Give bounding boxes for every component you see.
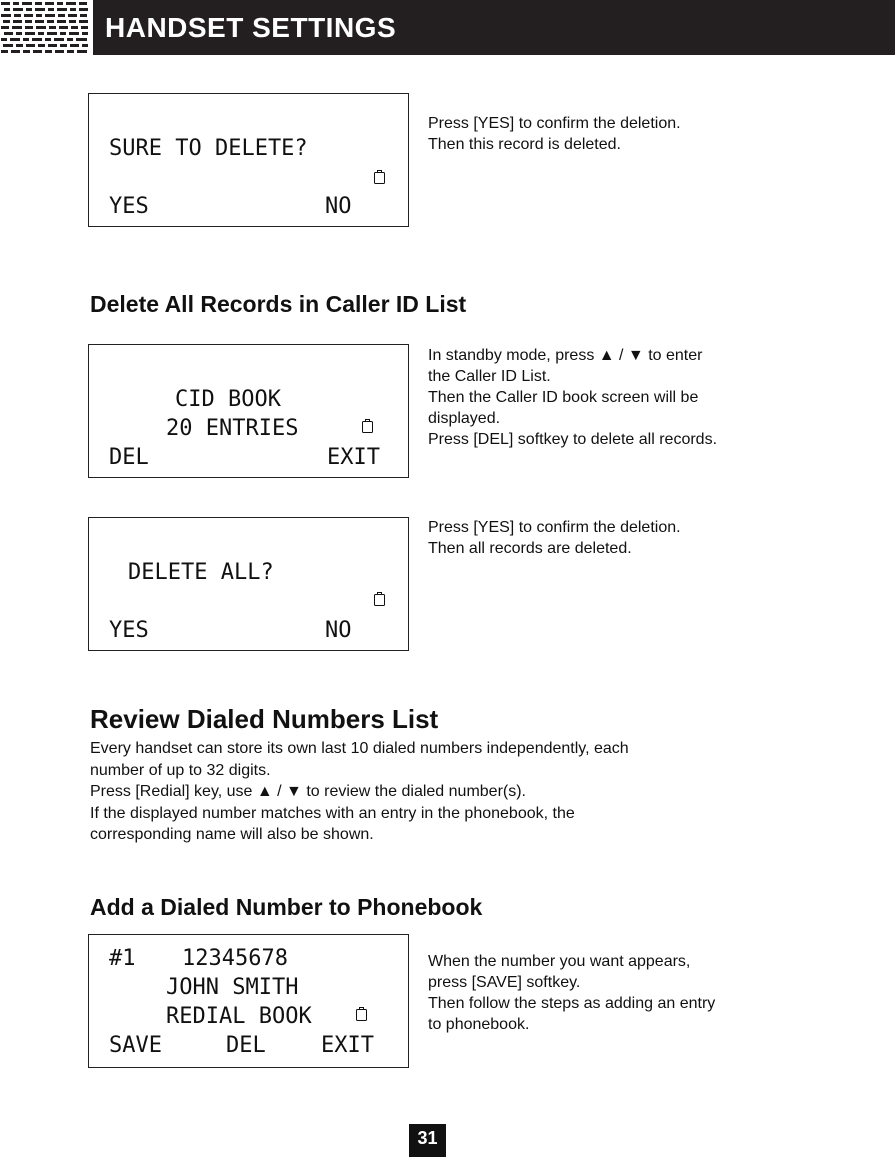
battery-icon: [362, 419, 373, 433]
lcd-line: CID BOOK: [175, 387, 281, 412]
lcd-number: 12345678: [182, 946, 288, 971]
header-bar: [93, 0, 895, 55]
review-body-text: Every handset can store its own last 10 dialed numbers independently, each number of up to 32 digits. Press [Redial] key, use ▲ / ▼ to review the dialed number(s). If the displayed number matches with an entry in the phonebook, the corresponding name will also be shown.: [90, 740, 629, 843]
battery-icon: [356, 1007, 367, 1021]
softkey-yes: YES: [109, 618, 149, 643]
softkey-exit: EXIT: [327, 445, 380, 470]
softkey-del: DEL: [109, 445, 149, 470]
description-save-dialed: When the number you want appears, press [SAVE] softkey. Then follow the steps as adding an entry to phonebook.: [428, 953, 716, 1033]
description-confirm-all: Press [YES] to confirm the deletion. Then all records are deleted.: [428, 519, 681, 557]
lcd-sure-to-delete: [88, 93, 409, 227]
softkey-save: SAVE: [109, 1033, 162, 1058]
battery-icon: [374, 170, 385, 184]
section-title-add-dialed: Add a Dialed Number to Phonebook: [90, 894, 483, 920]
section-title-delete-all: Delete All Records in Caller ID List: [90, 291, 467, 317]
softkey-no: NO: [325, 194, 352, 219]
softkey-del: DEL: [226, 1033, 266, 1058]
softkey-no: NO: [325, 618, 352, 643]
lcd-line: SURE TO DELETE?: [109, 136, 308, 161]
lcd-line: 20 ENTRIES: [166, 416, 299, 441]
decorative-pattern-icon: [0, 0, 89, 55]
lcd-name: JOHN SMITH: [166, 975, 299, 1000]
description-cid-standby: In standby mode, press ▲ / ▼ to enter the Caller ID List. Then the Caller ID book screen will be displayed. Press [DEL] softkey to delete all records.: [428, 347, 718, 448]
battery-icon: [374, 592, 385, 606]
page-title: HANDSET SETTINGS: [105, 12, 397, 43]
section-title-review-dialed: Review Dialed Numbers List: [90, 704, 439, 734]
softkey-exit: EXIT: [321, 1033, 374, 1058]
lcd-redial-book: [88, 934, 409, 1068]
lcd-label: REDIAL BOOK: [166, 1004, 312, 1029]
description-confirm-record: Press [YES] to confirm the deletion. Then this record is deleted.: [428, 115, 681, 153]
softkey-yes: YES: [109, 194, 149, 219]
page-number: 31: [409, 1124, 446, 1157]
lcd-cid-book: [88, 344, 409, 478]
lcd-line: DELETE ALL?: [128, 560, 274, 585]
lcd-index: #1: [109, 946, 136, 971]
lcd-delete-all: [88, 517, 409, 651]
